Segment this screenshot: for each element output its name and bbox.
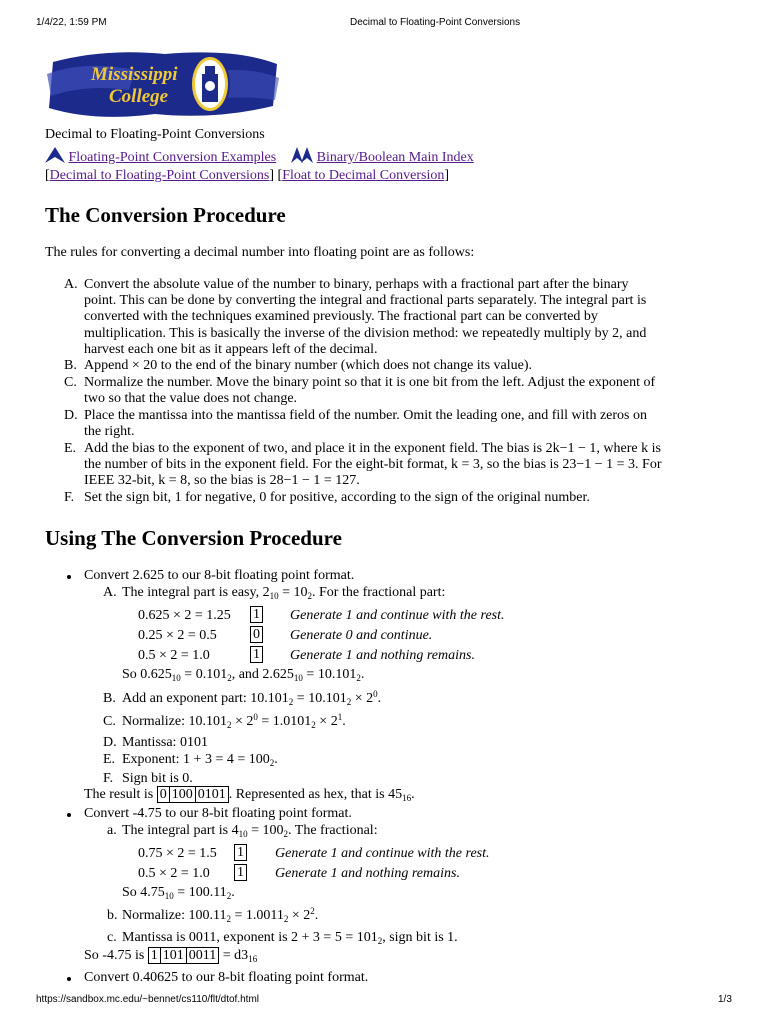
example-2-title: Convert -4.75 to our 8-bit floating point format.	[84, 806, 352, 821]
calc-expr: 0.5 × 2 = 1.0	[138, 866, 210, 881]
ex2-result: So -4.75 is 1 101 $0011 = d3_{16}$	[84, 948, 258, 964]
mantissa-field: 0011	[187, 947, 219, 964]
step-line: harvest each one bit as it appears left of the decimal.	[84, 342, 378, 357]
ex1-step-marker: A.	[103, 585, 117, 600]
section-heading-using: Using The Conversion Procedure	[45, 526, 342, 550]
step-line: multiplication. This is basically the inverse of the division method: we repeatedly multiply by 2, and	[84, 326, 647, 341]
ex1-so-line: So $0.625_{10} = 0.101_2$, and $2.625_{10} = 10.101_2$.	[122, 667, 365, 683]
step-marker: D.	[64, 408, 78, 423]
step-marker: E.	[64, 441, 77, 456]
exponent-field: 101	[161, 947, 187, 964]
calc-note: Generate 1 and nothing remains.	[290, 648, 475, 663]
ex1-step-e: Exponent: $1 + 3 = 4 = 100_2$.	[122, 752, 278, 768]
logo-text-college: College	[109, 86, 169, 107]
ex1-step-b: Add an exponent part: $10.101_2 = 10.101_2 \times 2^0$.	[122, 689, 382, 707]
print-datetime: 1/4/22, 1:59 PM	[36, 17, 107, 28]
ex1-step-marker: D.	[103, 735, 117, 750]
mantissa-field: 0101	[196, 786, 229, 803]
print-page-number: 1/3	[718, 994, 732, 1005]
example-1-title: Convert 2.625 to our 8-bit floating point format.	[84, 568, 355, 583]
decimal-to-float-link[interactable]: Decimal to Floating-Point Conversions	[49, 168, 270, 183]
ex1-step-d: Mantissa: 0101	[122, 735, 208, 750]
calc-bit: 1	[234, 845, 247, 861]
step-marker: F.	[64, 490, 75, 505]
floating-point-examples-link[interactable]: Floating-Point Conversion Examples	[68, 150, 277, 165]
exponent-field: 100	[170, 786, 196, 803]
calc-note: Generate 1 and continue with the rest.	[290, 608, 505, 623]
ex2-step-b: Normalize: $100.11_2 = 1.0011_2 \times 2^2$.	[122, 906, 319, 924]
calc-note: Generate 1 and nothing remains.	[275, 866, 460, 881]
calc-expr: 0.5 × 2 = 1.0	[138, 648, 210, 663]
conversion-links: [Decimal to Floating-Point Conversions] [Float to Decimal Conversion]	[45, 168, 450, 183]
ex1-step-a: The integral part is easy, $2_{10} = 10_2$. For the fractional part:	[122, 585, 446, 601]
ex2-so-line: So $4.75_{10} = 100.11_2$.	[122, 885, 235, 901]
step-line: Convert the absolute value of the number to binary, perhaps with a fractional part after the binary	[84, 277, 629, 292]
procedure-intro: The rules for converting a decimal number into floating point are as follows:	[45, 245, 475, 260]
ex1-step-f: Sign bit is 0.	[122, 771, 193, 786]
bullet	[67, 977, 71, 981]
double-up-arrow-icon[interactable]	[291, 147, 313, 168]
ex1-step-marker: B.	[103, 691, 116, 706]
step-marker: C.	[64, 375, 77, 390]
page-subtitle: Decimal to Floating-Point Conversions	[45, 127, 265, 142]
nav-row	[45, 147, 474, 168]
calc-bit: 1	[250, 647, 263, 663]
ex2-step-c: Mantissa is 0011, exponent is $2 + 3 = 5 = 101_2$, sign bit is 1.	[122, 930, 458, 946]
print-title: Decimal to Floating-Point Conversions	[350, 17, 521, 28]
bullet	[67, 575, 71, 579]
step-line: Place the mantissa into the mantissa field of the number. Omit the leading one, and fill with zeros on	[84, 408, 647, 423]
step-line: two so that the value does not change.	[84, 391, 298, 406]
ex2-step-marker: c.	[107, 930, 117, 945]
calc-expr: 0.625 × 2 = 1.25	[138, 608, 231, 623]
ex2-step-marker: a.	[107, 823, 117, 838]
ex1-step-c: Normalize: $10.101_2 \times 2^0 = 1.0101_2 \times 2^1$.	[122, 712, 346, 730]
calc-note: Generate 1 and continue with the rest.	[275, 846, 490, 861]
binary-boolean-index-link[interactable]: Binary/Boolean Main Index	[316, 150, 474, 165]
print-url: https://sandbox.mc.edu/~bennet/cs110/flt/dtof.html	[36, 994, 260, 1005]
step-line: the right.	[84, 424, 135, 439]
ex2-step-a: The integral part is $4_{10} = 100_2$. The fractional:	[122, 823, 378, 839]
ex1-step-marker: F.	[103, 771, 114, 786]
step-line: IEEE 32-bit, k = 8, so the bias is 28−1 − 1 = 127.	[84, 473, 360, 488]
ex1-step-marker: C.	[103, 714, 116, 729]
step-line: Append × 20 to the end of the binary number (which does not change its value).	[84, 358, 532, 373]
example-3-title: Convert 0.40625 to our 8-bit floating point format.	[84, 970, 369, 985]
sign-field: 0	[157, 786, 170, 803]
calc-bit: 0	[250, 627, 263, 643]
calc-bit: 1	[250, 607, 263, 623]
ex2-step-marker: b.	[107, 908, 118, 923]
step-line: Set the sign bit, 1 for negative, 0 for positive, according to the sign of the original number.	[84, 490, 590, 505]
calc-bit: 1	[234, 865, 247, 881]
float-to-decimal-link[interactable]: Float to Decimal Conversion	[282, 168, 445, 183]
up-arrow-icon[interactable]	[45, 147, 65, 168]
calc-expr: 0.25 × 2 = 0.5	[138, 628, 217, 643]
ex1-step-marker: E.	[103, 752, 116, 767]
logo-text-mississippi: Mississippi	[91, 64, 178, 85]
bullet	[67, 813, 71, 817]
ex1-result: The result is 0 100 0101 . Represented as hex, that is $45_{16}$.	[84, 787, 415, 803]
step-marker: A.	[64, 277, 78, 292]
step-line: point. This can be done by converting the integral and fractional parts separately. The integral part is	[84, 293, 647, 308]
step-line: Add the bias to the exponent of two, and place it in the exponent field. The bias is 2k−1 − 1, where k is	[84, 441, 661, 456]
sign-field: 1	[148, 947, 161, 964]
mississippi-college-logo	[45, 44, 281, 124]
calc-expr: 0.75 × 2 = 1.5	[138, 846, 217, 861]
step-marker: B.	[64, 358, 77, 373]
step-line: Normalize the number. Move the binary point so that it is one bit from the left. Adjust the exponent of	[84, 375, 656, 390]
section-heading-procedure: The Conversion Procedure	[45, 203, 286, 227]
calc-note: Generate 0 and continue.	[290, 628, 433, 643]
step-line: the number of bits in the exponent field. For the eight-bit format, k = 3, so the bias is 23−1 − 1 = 3. For	[84, 457, 662, 472]
step-line: converted with the techniques examined previously. The fractional part can be converted by	[84, 309, 598, 324]
